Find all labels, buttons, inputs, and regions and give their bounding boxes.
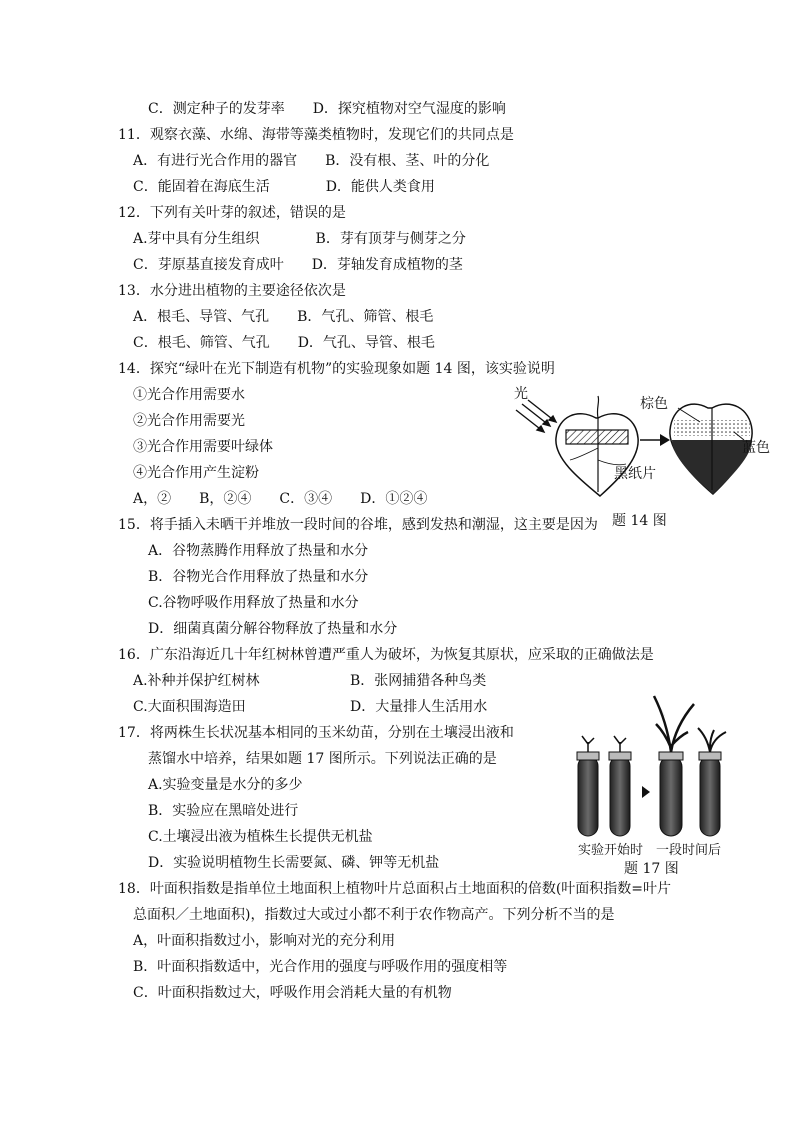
fig17-later-label: 一段时间后 (656, 843, 722, 858)
q16-option-b: B．张网捕猎各种鸟类 (350, 673, 487, 689)
tube-start-1-icon (577, 736, 599, 836)
q12-options-ab: A.芽中具有分生组织 B．芽有顶芽与侧芽之分 (133, 231, 466, 247)
tube-start-2-icon (609, 736, 631, 836)
q14-item-3: ③光合作用需要叶绿体 (133, 439, 273, 455)
fig14-paper-label: 黑纸片 (614, 466, 656, 482)
q13-stem: 13．水分进出植物的主要途径依次是 (118, 283, 346, 299)
q17-option-d: D．实验说明植物生长需要氮、磷、钾等无机盐 (148, 855, 440, 871)
fig14-blue-label: 蓝色 (742, 440, 770, 456)
q18-stem-1: 18．叶面积指数是指单位土地面积上植物叶片总面积占土地面积的倍数(叶面积指数=叶片 (118, 881, 672, 897)
q15-option-c: C.谷物呼吸作用释放了热量和水分 (148, 595, 359, 611)
tube-later-water-icon (698, 728, 726, 836)
q12-options-cd: C．芽原基直接发育成叶 D．芽轴发育成植物的茎 (133, 257, 463, 273)
fig14-brown-label: 棕色 (640, 396, 668, 412)
q17-stem-2: 蒸馏水中培养，结果如题 17 图所示。下列说法正确的是 (148, 751, 497, 767)
q16-stem: 16．广东沿海近几十年红树林曾遭严重人为破坏，为恢复其原状，应采取的正确做法是 (118, 647, 654, 663)
arrow-right-icon (640, 434, 670, 446)
arrow-right-icon (642, 786, 650, 798)
q10-options-cd: C．测定种子的发芽率 D．探究植物对空气湿度的影响 (148, 101, 506, 117)
q18-option-b: B．叶面积指数适中，光合作用的强度与呼吸作用的强度相等 (133, 959, 508, 975)
figure-17 (570, 690, 736, 846)
light-rays (516, 400, 556, 432)
q14-stem: 14．探究“绿叶在光下制造有机物”的实验现象如题 14 图，该实验说明 (118, 361, 555, 377)
q12-stem: 12．下列有关叶芽的叙述，错误的是 (118, 205, 346, 221)
q17-stem-1: 17．将两株生长状况基本相同的玉米幼苗，分别在土壤浸出液和 (118, 725, 514, 741)
q11-stem: 11．观察衣藻、水绵、海带等藻类植物时，发现它们的共同点是 (118, 127, 514, 143)
q18-option-c: C．叶面积指数过大，呼吸作用会消耗大量的有机物 (133, 985, 452, 1001)
q16-option-d: D．大量排人生活用水 (350, 699, 488, 715)
q15-option-a: A．谷物蒸腾作用释放了热量和水分 (148, 543, 369, 559)
q13-options-ab: A．根毛、导管、气孔 B．气孔、筛管、根毛 (133, 309, 434, 325)
black-paper-strip (566, 430, 628, 444)
q14-item-1: ①光合作用需要水 (133, 387, 245, 403)
q18-option-a: A，叶面积指数过小，影响对光的充分利用 (133, 933, 396, 949)
q14-item-2: ②光合作用需要光 (133, 413, 245, 429)
fig14-caption: 题 14 图 (612, 513, 667, 529)
q11-options-cd: C．能固着在海底生活 D．能供人类食用 (133, 179, 435, 195)
fig17-start-label: 实验开始时 (578, 843, 644, 858)
q16-option-c: C.大面积围海造田 (133, 699, 246, 715)
q15-stem: 15．将手插入未晒干并堆放一段时间的谷堆，感到发热和潮湿，这主要是因为 (118, 517, 598, 533)
q14-item-4: ④光合作用产生淀粉 (133, 465, 259, 481)
q15-option-b: B．谷物光合作用释放了热量和水分 (148, 569, 369, 585)
q16-option-a: A.补种并保护红树林 (133, 673, 260, 689)
q18-stem-2: 总面积／土地面积)，指数过大或过小都不利于农作物高产。下列分析不当的是 (133, 907, 615, 923)
fig14-light-label: 光 (514, 386, 528, 402)
q17-option-a: A.实验变量是水分的多少 (148, 777, 303, 793)
q17-option-c: C.土壤浸出液为植株生长提供无机盐 (148, 829, 373, 845)
q13-options-cd: C．根毛、筛管、气孔 D．气孔、导管、根毛 (133, 335, 435, 351)
leaf-after-icon (670, 404, 752, 494)
q17-option-b: B．实验应在黑暗处进行 (148, 803, 299, 819)
tube-later-soil-icon (654, 696, 694, 836)
figure-14 (508, 378, 784, 506)
q14-options: A，② B，②④ C．③④ D．①②④ (133, 491, 428, 507)
q15-option-d: D．细菌真菌分解谷物释放了热量和水分 (148, 621, 398, 637)
q11-options-ab: A．有进行光合作用的器官 B．没有根、茎、叶的分化 (133, 153, 490, 169)
fig17-caption: 题 17 图 (624, 861, 679, 877)
